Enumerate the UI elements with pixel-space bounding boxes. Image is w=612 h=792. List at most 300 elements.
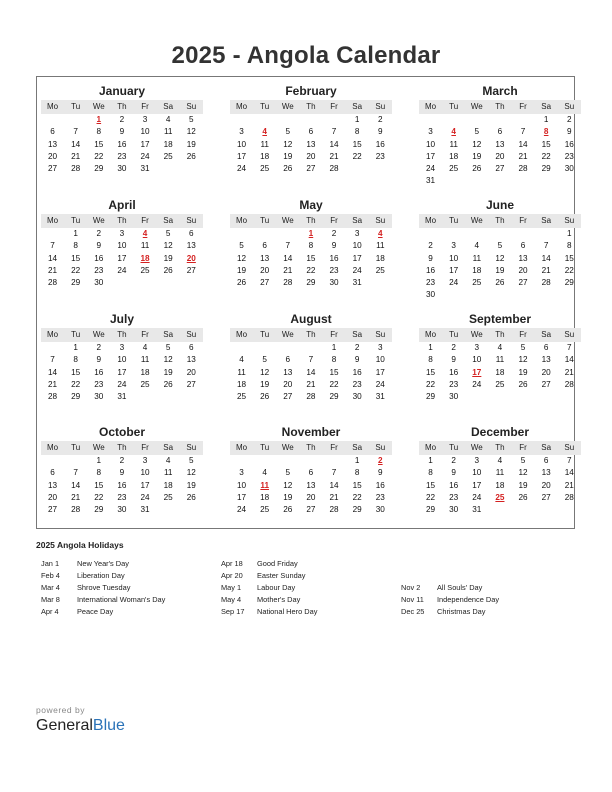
day-cell[interactable]: 23 bbox=[449, 492, 459, 502]
day-cell[interactable]: 26 bbox=[283, 505, 293, 515]
day-cell[interactable]: 5 bbox=[520, 456, 526, 465]
day-cell[interactable]: 18 bbox=[375, 253, 385, 263]
day-cell[interactable]: 14 bbox=[329, 480, 339, 490]
day-cell[interactable]: 31 bbox=[140, 164, 150, 174]
day-cell[interactable]: 10 bbox=[472, 355, 482, 365]
day-cell[interactable]: 19 bbox=[283, 151, 293, 161]
day-cell[interactable]: 11 bbox=[495, 355, 505, 365]
day-cell[interactable]: 25 bbox=[260, 164, 270, 174]
day-cell[interactable]: 27 bbox=[186, 265, 196, 275]
day-cell[interactable]: 24 bbox=[237, 505, 247, 515]
day-cell[interactable]: 25 bbox=[237, 392, 247, 402]
day-cell[interactable]: 21 bbox=[541, 265, 551, 275]
day-cell[interactable]: 17 bbox=[449, 265, 459, 275]
day-cell[interactable]: 23 bbox=[564, 151, 574, 161]
day-cell[interactable]: 23 bbox=[375, 492, 385, 502]
day-cell[interactable]: 16 bbox=[352, 367, 362, 377]
day-cell[interactable]: 14 bbox=[283, 253, 293, 263]
day-cell[interactable]: 7 bbox=[543, 241, 549, 251]
day-cell[interactable]: 31 bbox=[117, 392, 127, 402]
day-cell[interactable]: 15 bbox=[94, 480, 104, 490]
day-cell[interactable]: 24 bbox=[117, 379, 127, 389]
day-cell[interactable]: 6 bbox=[189, 343, 194, 352]
day-cell[interactable]: 11 bbox=[163, 127, 173, 137]
day-cell[interactable]: 2 bbox=[354, 343, 360, 352]
day-cell[interactable]: 27 bbox=[541, 379, 551, 389]
day-cell[interactable]: 10 bbox=[237, 139, 247, 149]
day-cell[interactable]: 19 bbox=[495, 265, 505, 275]
day-cell[interactable]: 31 bbox=[426, 176, 436, 186]
day-cell[interactable]: 19 bbox=[186, 139, 196, 149]
day-cell[interactable]: 28 bbox=[71, 505, 81, 515]
holiday-day-cell[interactable]: 8 bbox=[543, 127, 549, 137]
day-cell[interactable]: 25 bbox=[495, 379, 505, 389]
day-cell[interactable]: 3 bbox=[428, 127, 433, 137]
day-cell[interactable]: 4 bbox=[262, 468, 267, 478]
day-cell[interactable]: 8 bbox=[96, 127, 102, 137]
day-cell[interactable]: 20 bbox=[541, 480, 551, 490]
day-cell[interactable]: 17 bbox=[237, 151, 247, 161]
day-cell[interactable]: 18 bbox=[237, 379, 247, 389]
day-cell[interactable]: 26 bbox=[518, 492, 528, 502]
day-cell[interactable]: 24 bbox=[426, 164, 436, 174]
day-cell[interactable]: 28 bbox=[283, 278, 293, 288]
day-cell[interactable]: 3 bbox=[474, 456, 480, 465]
day-cell[interactable]: 21 bbox=[564, 367, 574, 377]
day-cell[interactable]: 22 bbox=[541, 151, 551, 161]
day-cell[interactable]: 9 bbox=[96, 241, 102, 251]
day-cell[interactable]: 10 bbox=[472, 468, 482, 478]
day-cell[interactable]: 10 bbox=[140, 468, 150, 478]
day-cell[interactable]: 21 bbox=[564, 480, 574, 490]
day-cell[interactable]: 14 bbox=[541, 253, 551, 263]
day-cell[interactable]: 8 bbox=[567, 241, 572, 251]
day-cell[interactable]: 30 bbox=[352, 392, 362, 402]
day-cell[interactable]: 22 bbox=[352, 492, 362, 502]
day-cell[interactable]: 1 bbox=[428, 343, 433, 352]
day-cell[interactable]: 17 bbox=[375, 367, 385, 377]
day-cell[interactable]: 3 bbox=[378, 343, 383, 352]
holiday-day-cell[interactable]: 1 bbox=[308, 229, 314, 238]
day-cell[interactable]: 6 bbox=[520, 241, 526, 251]
day-cell[interactable]: 13 bbox=[186, 241, 196, 251]
day-cell[interactable]: 14 bbox=[306, 367, 316, 377]
day-cell[interactable]: 28 bbox=[564, 492, 574, 502]
day-cell[interactable]: 16 bbox=[564, 139, 574, 149]
day-cell[interactable]: 25 bbox=[140, 379, 150, 389]
day-cell[interactable]: 14 bbox=[48, 253, 58, 263]
day-cell[interactable]: 30 bbox=[449, 392, 459, 402]
day-cell[interactable]: 26 bbox=[237, 278, 247, 288]
day-cell[interactable]: 4 bbox=[165, 115, 171, 124]
day-cell[interactable]: 4 bbox=[474, 241, 480, 251]
day-cell[interactable]: 4 bbox=[497, 343, 503, 352]
day-cell[interactable]: 27 bbox=[306, 505, 316, 515]
day-cell[interactable]: 18 bbox=[495, 367, 505, 377]
day-cell[interactable]: 15 bbox=[306, 253, 316, 263]
day-cell[interactable]: 23 bbox=[426, 278, 436, 288]
day-cell[interactable]: 27 bbox=[283, 392, 293, 402]
day-cell[interactable]: 6 bbox=[189, 229, 194, 238]
day-cell[interactable]: 4 bbox=[142, 343, 148, 352]
day-cell[interactable]: 28 bbox=[518, 164, 528, 174]
day-cell[interactable]: 8 bbox=[354, 127, 360, 137]
day-cell[interactable]: 8 bbox=[308, 241, 314, 251]
day-cell[interactable]: 31 bbox=[472, 505, 482, 515]
day-cell[interactable]: 22 bbox=[564, 265, 574, 275]
day-cell[interactable]: 3 bbox=[119, 229, 125, 238]
day-cell[interactable]: 24 bbox=[117, 265, 127, 275]
day-cell[interactable]: 8 bbox=[331, 355, 337, 365]
day-cell[interactable]: 15 bbox=[71, 367, 81, 377]
day-cell[interactable]: 16 bbox=[375, 480, 385, 490]
day-cell[interactable]: 24 bbox=[375, 379, 385, 389]
day-cell[interactable]: 20 bbox=[186, 367, 196, 377]
day-cell[interactable]: 27 bbox=[48, 505, 58, 515]
day-cell[interactable]: 12 bbox=[163, 355, 173, 365]
holiday-day-cell[interactable]: 2 bbox=[378, 456, 383, 465]
day-cell[interactable]: 26 bbox=[260, 392, 270, 402]
day-cell[interactable]: 7 bbox=[50, 241, 55, 251]
day-cell[interactable]: 29 bbox=[329, 392, 339, 402]
day-cell[interactable]: 20 bbox=[48, 151, 58, 161]
day-cell[interactable]: 21 bbox=[518, 151, 528, 161]
day-cell[interactable]: 16 bbox=[375, 139, 385, 149]
day-cell[interactable]: 25 bbox=[163, 492, 173, 502]
day-cell[interactable]: 18 bbox=[163, 139, 173, 149]
day-cell[interactable]: 14 bbox=[71, 139, 81, 149]
day-cell[interactable]: 15 bbox=[329, 367, 339, 377]
day-cell[interactable]: 15 bbox=[541, 139, 551, 149]
day-cell[interactable]: 14 bbox=[564, 468, 574, 478]
day-cell[interactable]: 1 bbox=[428, 456, 433, 465]
day-cell[interactable]: 24 bbox=[352, 265, 362, 275]
day-cell[interactable]: 30 bbox=[94, 278, 104, 288]
day-cell[interactable]: 11 bbox=[260, 139, 269, 149]
day-cell[interactable]: 9 bbox=[378, 468, 383, 478]
day-cell[interactable]: 30 bbox=[117, 505, 127, 515]
day-cell[interactable]: 19 bbox=[163, 367, 173, 377]
day-cell[interactable]: 3 bbox=[451, 241, 456, 251]
day-cell[interactable]: 2 bbox=[451, 343, 456, 352]
day-cell[interactable]: 21 bbox=[329, 151, 339, 161]
day-cell[interactable]: 13 bbox=[306, 480, 316, 490]
day-cell[interactable]: 1 bbox=[354, 115, 360, 124]
day-cell[interactable]: 7 bbox=[50, 355, 55, 365]
day-cell[interactable]: 28 bbox=[71, 164, 81, 174]
day-cell[interactable]: 10 bbox=[117, 355, 127, 365]
day-cell[interactable]: 2 bbox=[378, 115, 383, 124]
day-cell[interactable]: 26 bbox=[495, 278, 505, 288]
day-cell[interactable]: 6 bbox=[50, 468, 55, 478]
day-cell[interactable]: 8 bbox=[73, 355, 78, 365]
day-cell[interactable]: 29 bbox=[71, 392, 81, 402]
day-cell[interactable]: 24 bbox=[449, 278, 459, 288]
day-cell[interactable]: 23 bbox=[329, 265, 339, 275]
day-cell[interactable]: 13 bbox=[541, 355, 551, 365]
day-cell[interactable]: 24 bbox=[140, 151, 150, 161]
day-cell[interactable]: 23 bbox=[449, 379, 459, 389]
day-cell[interactable]: 22 bbox=[306, 265, 316, 275]
day-cell[interactable]: 10 bbox=[449, 253, 459, 263]
day-cell[interactable]: 29 bbox=[352, 505, 362, 515]
day-cell[interactable]: 9 bbox=[119, 127, 125, 137]
day-cell[interactable]: 15 bbox=[426, 480, 436, 490]
day-cell[interactable]: 31 bbox=[375, 392, 385, 402]
day-cell[interactable]: 17 bbox=[352, 253, 362, 263]
day-cell[interactable]: 26 bbox=[472, 164, 482, 174]
day-cell[interactable]: 12 bbox=[518, 355, 528, 365]
day-cell[interactable]: 21 bbox=[306, 379, 316, 389]
day-cell[interactable]: 18 bbox=[449, 151, 459, 161]
day-cell[interactable]: 18 bbox=[140, 367, 150, 377]
day-cell[interactable]: 18 bbox=[163, 480, 173, 490]
day-cell[interactable]: 5 bbox=[285, 127, 291, 137]
day-cell[interactable]: 4 bbox=[165, 456, 171, 465]
day-cell[interactable]: 31 bbox=[140, 505, 150, 515]
day-cell[interactable]: 2 bbox=[451, 456, 456, 465]
day-cell[interactable]: 9 bbox=[567, 127, 572, 137]
day-cell[interactable]: 19 bbox=[186, 480, 196, 490]
day-cell[interactable]: 24 bbox=[472, 379, 482, 389]
day-cell[interactable]: 8 bbox=[73, 241, 78, 251]
day-cell[interactable]: 25 bbox=[472, 278, 482, 288]
day-cell[interactable]: 12 bbox=[283, 480, 293, 490]
day-cell[interactable]: 4 bbox=[239, 355, 244, 365]
day-cell[interactable]: 7 bbox=[285, 241, 291, 251]
day-cell[interactable]: 1 bbox=[543, 115, 549, 124]
day-cell[interactable]: 12 bbox=[518, 468, 528, 478]
day-cell[interactable]: 11 bbox=[472, 253, 482, 263]
day-cell[interactable]: 3 bbox=[142, 456, 148, 465]
day-cell[interactable]: 15 bbox=[426, 367, 436, 377]
day-cell[interactable]: 5 bbox=[189, 115, 194, 124]
day-cell[interactable]: 5 bbox=[165, 343, 171, 352]
holiday-day-cell[interactable]: 4 bbox=[142, 229, 148, 238]
day-cell[interactable]: 12 bbox=[186, 127, 196, 137]
day-cell[interactable]: 28 bbox=[48, 278, 58, 288]
day-cell[interactable]: 13 bbox=[186, 355, 196, 365]
day-cell[interactable]: 23 bbox=[117, 151, 127, 161]
day-cell[interactable]: 6 bbox=[50, 127, 55, 137]
day-cell[interactable]: 17 bbox=[117, 367, 127, 377]
day-cell[interactable]: 17 bbox=[426, 151, 436, 161]
day-cell[interactable]: 27 bbox=[495, 164, 505, 174]
day-cell[interactable]: 22 bbox=[94, 492, 104, 502]
day-cell[interactable]: 7 bbox=[308, 355, 314, 365]
day-cell[interactable]: 13 bbox=[260, 253, 270, 263]
day-cell[interactable]: 26 bbox=[283, 164, 293, 174]
day-cell[interactable]: 22 bbox=[94, 151, 104, 161]
day-cell[interactable]: 29 bbox=[426, 505, 436, 515]
day-cell[interactable]: 21 bbox=[283, 265, 293, 275]
day-cell[interactable]: 20 bbox=[283, 379, 293, 389]
holiday-day-cell[interactable]: 20 bbox=[186, 253, 196, 263]
day-cell[interactable]: 28 bbox=[329, 505, 339, 515]
day-cell[interactable]: 27 bbox=[260, 278, 270, 288]
day-cell[interactable]: 30 bbox=[564, 164, 574, 174]
day-cell[interactable]: 13 bbox=[495, 139, 505, 149]
day-cell[interactable]: 7 bbox=[331, 468, 337, 478]
day-cell[interactable]: 13 bbox=[306, 139, 316, 149]
day-cell[interactable]: 10 bbox=[426, 139, 436, 149]
day-cell[interactable]: 6 bbox=[308, 127, 314, 137]
day-cell[interactable]: 29 bbox=[94, 505, 104, 515]
day-cell[interactable]: 14 bbox=[329, 139, 339, 149]
day-cell[interactable]: 19 bbox=[518, 367, 528, 377]
day-cell[interactable]: 6 bbox=[262, 241, 267, 251]
day-cell[interactable]: 17 bbox=[237, 492, 247, 502]
day-cell[interactable]: 24 bbox=[140, 492, 150, 502]
day-cell[interactable]: 21 bbox=[71, 492, 81, 502]
day-cell[interactable]: 16 bbox=[117, 139, 127, 149]
day-cell[interactable]: 26 bbox=[163, 265, 173, 275]
day-cell[interactable]: 20 bbox=[541, 367, 551, 377]
day-cell[interactable]: 3 bbox=[119, 343, 125, 352]
day-cell[interactable]: 6 bbox=[543, 343, 549, 352]
day-cell[interactable]: 28 bbox=[564, 379, 574, 389]
day-cell[interactable]: 5 bbox=[165, 229, 171, 238]
day-cell[interactable]: 7 bbox=[567, 456, 572, 465]
day-cell[interactable]: 9 bbox=[378, 127, 383, 137]
day-cell[interactable]: 7 bbox=[73, 468, 78, 478]
holiday-day-cell[interactable]: 4 bbox=[378, 229, 383, 238]
day-cell[interactable]: 26 bbox=[186, 492, 196, 502]
day-cell[interactable]: 3 bbox=[474, 343, 480, 352]
day-cell[interactable]: 16 bbox=[117, 480, 127, 490]
day-cell[interactable]: 21 bbox=[71, 151, 81, 161]
day-cell[interactable]: 9 bbox=[96, 355, 102, 365]
day-cell[interactable]: 20 bbox=[495, 151, 505, 161]
day-cell[interactable]: 13 bbox=[48, 480, 58, 490]
day-cell[interactable]: 25 bbox=[375, 265, 385, 275]
day-cell[interactable]: 19 bbox=[518, 480, 528, 490]
day-cell[interactable]: 14 bbox=[71, 480, 81, 490]
day-cell[interactable]: 30 bbox=[375, 505, 385, 515]
day-cell[interactable]: 13 bbox=[541, 468, 551, 478]
day-cell[interactable]: 1 bbox=[96, 456, 102, 465]
day-cell[interactable]: 9 bbox=[451, 468, 456, 478]
day-cell[interactable]: 19 bbox=[472, 151, 482, 161]
day-cell[interactable]: 12 bbox=[495, 253, 505, 263]
day-cell[interactable]: 2 bbox=[96, 229, 102, 238]
day-cell[interactable]: 30 bbox=[426, 290, 436, 300]
day-cell[interactable]: 27 bbox=[518, 278, 528, 288]
day-cell[interactable]: 7 bbox=[331, 127, 337, 137]
day-cell[interactable]: 20 bbox=[48, 492, 58, 502]
day-cell[interactable]: 18 bbox=[472, 265, 482, 275]
day-cell[interactable]: 12 bbox=[163, 241, 173, 251]
day-cell[interactable]: 16 bbox=[449, 480, 459, 490]
day-cell[interactable]: 28 bbox=[48, 392, 58, 402]
day-cell[interactable]: 5 bbox=[285, 468, 291, 478]
day-cell[interactable]: 17 bbox=[472, 480, 482, 490]
holiday-day-cell[interactable]: 4 bbox=[451, 127, 456, 137]
day-cell[interactable]: 20 bbox=[518, 265, 528, 275]
day-cell[interactable]: 22 bbox=[352, 151, 362, 161]
day-cell[interactable]: 15 bbox=[352, 139, 362, 149]
day-cell[interactable]: 29 bbox=[541, 164, 551, 174]
day-cell[interactable]: 5 bbox=[189, 456, 194, 465]
day-cell[interactable]: 1 bbox=[354, 456, 360, 465]
day-cell[interactable]: 22 bbox=[329, 379, 339, 389]
day-cell[interactable]: 15 bbox=[564, 253, 574, 263]
day-cell[interactable]: 25 bbox=[260, 505, 270, 515]
day-cell[interactable]: 7 bbox=[567, 343, 572, 352]
day-cell[interactable]: 6 bbox=[308, 468, 314, 478]
day-cell[interactable]: 19 bbox=[260, 379, 270, 389]
day-cell[interactable]: 18 bbox=[260, 492, 270, 502]
day-cell[interactable]: 5 bbox=[262, 355, 267, 365]
day-cell[interactable]: 23 bbox=[375, 151, 385, 161]
day-cell[interactable]: 22 bbox=[71, 379, 81, 389]
day-cell[interactable]: 3 bbox=[239, 468, 244, 478]
day-cell[interactable]: 4 bbox=[497, 456, 503, 465]
day-cell[interactable]: 13 bbox=[283, 367, 293, 377]
day-cell[interactable]: 23 bbox=[352, 379, 362, 389]
day-cell[interactable]: 15 bbox=[71, 253, 81, 263]
day-cell[interactable]: 28 bbox=[306, 392, 316, 402]
day-cell[interactable]: 20 bbox=[260, 265, 270, 275]
day-cell[interactable]: 20 bbox=[306, 151, 316, 161]
day-cell[interactable]: 14 bbox=[518, 139, 528, 149]
day-cell[interactable]: 29 bbox=[564, 278, 574, 288]
day-cell[interactable]: 11 bbox=[495, 468, 505, 478]
day-cell[interactable]: 12 bbox=[186, 468, 196, 478]
day-cell[interactable]: 23 bbox=[94, 265, 104, 275]
day-cell[interactable]: 17 bbox=[140, 480, 150, 490]
day-cell[interactable]: 1 bbox=[331, 343, 337, 352]
day-cell[interactable]: 30 bbox=[449, 505, 459, 515]
day-cell[interactable]: 6 bbox=[285, 355, 291, 365]
day-cell[interactable]: 9 bbox=[451, 355, 456, 365]
day-cell[interactable]: 21 bbox=[48, 265, 58, 275]
holiday-day-cell[interactable]: 18 bbox=[140, 253, 150, 263]
day-cell[interactable]: 8 bbox=[428, 468, 433, 478]
day-cell[interactable]: 9 bbox=[331, 241, 337, 251]
day-cell[interactable]: 7 bbox=[73, 127, 78, 137]
day-cell[interactable]: 1 bbox=[73, 229, 78, 238]
day-cell[interactable]: 29 bbox=[306, 278, 316, 288]
day-cell[interactable]: 12 bbox=[237, 253, 247, 263]
day-cell[interactable]: 22 bbox=[426, 492, 436, 502]
day-cell[interactable]: 16 bbox=[94, 253, 104, 263]
day-cell[interactable]: 16 bbox=[449, 367, 459, 377]
day-cell[interactable]: 12 bbox=[260, 367, 270, 377]
day-cell[interactable]: 19 bbox=[237, 265, 247, 275]
day-cell[interactable]: 30 bbox=[117, 164, 127, 174]
day-cell[interactable]: 6 bbox=[543, 456, 549, 465]
day-cell[interactable]: 6 bbox=[497, 127, 503, 137]
day-cell[interactable]: 2 bbox=[119, 115, 125, 124]
day-cell[interactable]: 16 bbox=[426, 265, 436, 275]
day-cell[interactable]: 1 bbox=[567, 229, 572, 238]
day-cell[interactable]: 29 bbox=[94, 164, 104, 174]
day-cell[interactable]: 11 bbox=[140, 355, 150, 365]
holiday-day-cell[interactable]: 25 bbox=[495, 492, 505, 502]
day-cell[interactable]: 5 bbox=[497, 241, 503, 251]
day-cell[interactable]: 25 bbox=[163, 151, 173, 161]
day-cell[interactable]: 14 bbox=[564, 355, 574, 365]
day-cell[interactable]: 11 bbox=[376, 241, 385, 251]
day-cell[interactable]: 15 bbox=[352, 480, 362, 490]
day-cell[interactable]: 10 bbox=[237, 480, 247, 490]
day-cell[interactable]: 22 bbox=[426, 379, 436, 389]
day-cell[interactable]: 29 bbox=[71, 278, 81, 288]
day-cell[interactable]: 18 bbox=[260, 151, 270, 161]
day-cell[interactable]: 18 bbox=[495, 480, 505, 490]
day-cell[interactable]: 2 bbox=[96, 343, 102, 352]
